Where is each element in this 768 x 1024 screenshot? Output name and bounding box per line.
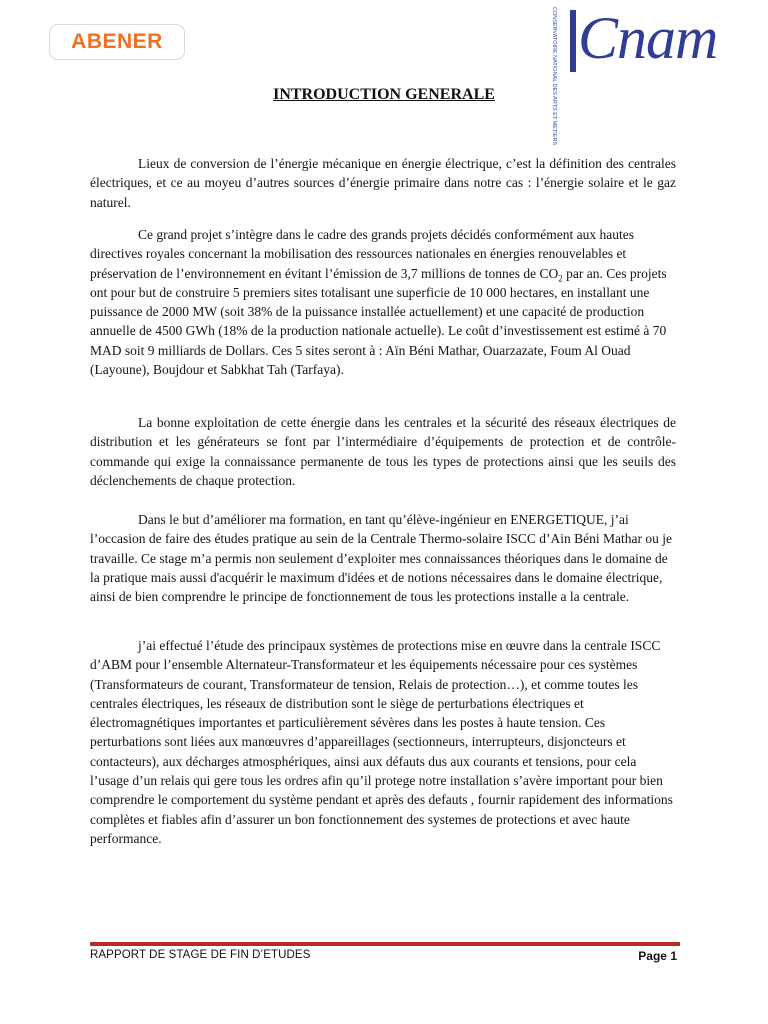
cnam-vertical-text: CONSERVATOIRE NATIONAL DES ARTS ET MÉTIERS <box>551 7 557 146</box>
paragraph-5: j’ai effectué l’étude des principaux systèmes de protections mise en œuvre dans la centrale ISCC d’ABM pour l’ensemble Alternateur-Transformateur et les équipements nécessaire pour ces systèmes (Transformateurs de courant, Transformateur de tension, Relais de protection…), et comme toutes les centrales électriques, les réseaux de distribution sont le siège de perturbations électriques et électromagnétiques importantes et particulièrement sévères dans les postes à haute tension. Ces perturbations sont liées aux manœuvres d’appareillages (sectionneurs, interrupteurs, disjoncteurs et contacteurs), aux décharges atmosphériques, ainsi aux défauts dus aux courants et tensions, pour cela l’usage d’un relais qui gere tous les ordres afin qu’il protege notre installation s’avère important pour bien comprendre le comportement du système pendant et après des defauts , fournir rapidement des informations complètes et fiables afin d’assurer un bon fonctionnement des systemes de protections et avec haute performance. <box>90 638 673 846</box>
footer-report-title: RAPPORT DE STAGE DE FIN D’ETUDES <box>90 949 311 961</box>
cnam-logo-bar <box>570 10 576 72</box>
cnam-logo-word: Cnam <box>578 5 718 71</box>
paragraph-4: Dans le but d’améliorer ma formation, en tant qu’élève-ingénieur en ENERGETIQUE, j’ai l’occasion de faire des études pratique au sein de la Centrale Thermo-solaire ISCC d’Ain Béni Mathar ou je travaille. Ce stage m’a permis non seulement d’exploiter mes connaissances théoriques dans le domaine de la pratique mais aussi d'acquérir le maximum d'idées et de notions nécessaires dans le domaine électrique, ainsi de bien comprendre le principe de fonctionnement de tous les protections installe a la centrale. <box>90 512 672 605</box>
page-number: Page 1 <box>638 949 677 963</box>
paragraph-3: La bonne exploitation de cette énergie dans les centrales et la sécurité des réseaux électriques de distribution et les générateurs se font par l’intermédiaire d’équipements de protection et de contrôle-commande qui exige la connaissance permanente de tous les types de protections ainsi que les seuils des déclenchements de chaque protection. <box>90 415 676 488</box>
cnam-logo <box>532 5 722 146</box>
paragraph-1: Lieux de conversion de l’énergie mécanique en énergie électrique, c’est la définition des centrales électriques, et ce au moyeu d’autres sources d’énergie primaire dans notre cas : l’énergie solaire et le gaz naturel. <box>90 156 676 210</box>
paragraph-2: Ce grand projet s’intègre dans le cadre des grands projets décidés conformément aux hautes directives royales concernant la mobilisation des ressources nationales en énergies renouvelables et préservation de l’environnement en évitant l’émission de 3,7 millions de tonnes de $CO_2$ par an. Ces projets ont pour but de construire 5 premiers sites totalisant une superficie de 10 000 hectares, en installant une puissance de 2000 MW (soit 38% de la puissance installée actuellement) et une capacité de production annuelle de 4500 GWh (18% de la production nationale actuelle). Le coût d’investissement est estimé à 70 MAD soit 9 milliards de Dollars. Ces 5 sites seront à : Aïn Béni Mathar, Ouarzazate, Foum Al Ouad (Layoune), Boujdour et Sabkhat Tah (Tarfaya). <box>90 227 667 378</box>
abener-logo <box>49 24 185 60</box>
footer-rule <box>90 942 680 946</box>
co2-subscript: 2 <box>558 273 563 284</box>
abener-logo-text: ABENER <box>71 30 163 53</box>
page-title: INTRODUCTION GENERALE <box>273 86 495 103</box>
